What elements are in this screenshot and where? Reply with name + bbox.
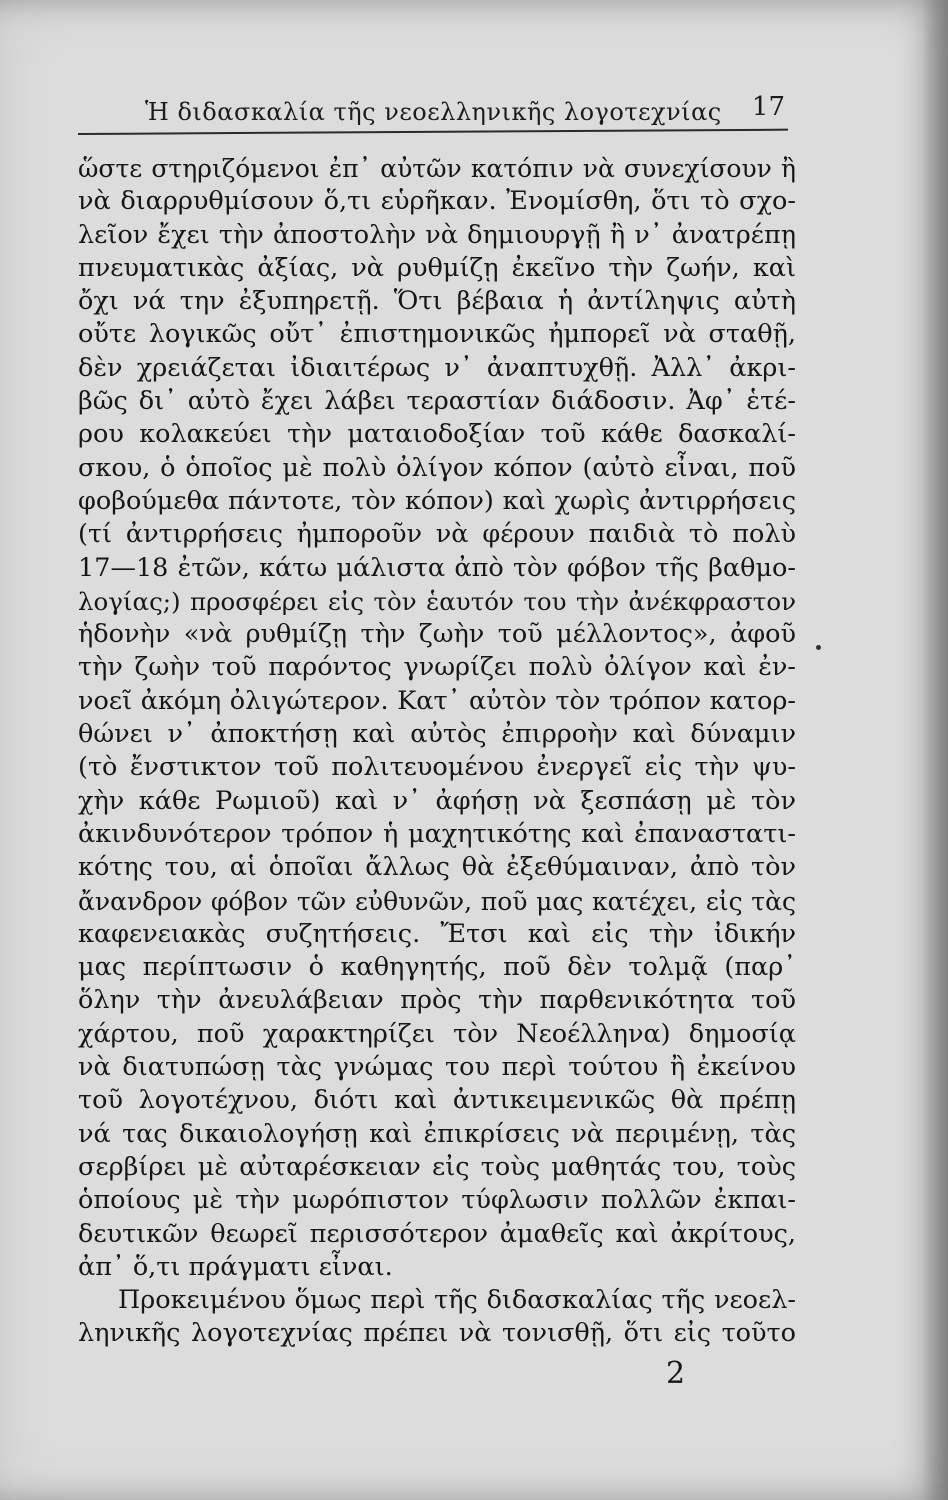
- text-line: δευτικῶν θεωρεῖ περισσότερον ἀμαθεῖς καὶ ἀκρίτους,: [78, 1218, 796, 1249]
- text-line: ὅλην τὴν ἀνευλάβειαν πρὸς τὴν παρθενικότητα τοῦ: [78, 985, 796, 1016]
- text-line: οὔτε λογικῶς οὔτ᾿ ἐπιστημονικῶς ἠμπορεῖ νὰ σταθῇ,: [78, 319, 796, 350]
- text-line: χάρτου, ποῦ χαρακτηρίζει τὸν Νεοέλληνα) δημοσίᾳ: [78, 1018, 796, 1049]
- text-line: δὲν χρειάζεται ἰδιαιτέρως ν᾿ ἀναπτυχθῇ. Ἀλλ᾿ ἀκρι-: [78, 352, 796, 383]
- page-number: 17: [751, 92, 785, 122]
- text-line: χὴν κάθε Ρωμιοῦ) καὶ ν᾿ ἀφήσῃ νὰ ξεσπάσῃ μὲ τὸν: [78, 785, 796, 816]
- text-line: κότης του, αἱ ὁποῖαι ἄλλως θὰ ἐξεθύμαιναν, ἀπὸ τὸν: [78, 852, 796, 883]
- text-line: 17—18 ἐτῶν, κάτω μάλιστα ἀπὸ τὸν φόβον τῆς βαθμο-: [78, 552, 796, 583]
- paragraph-start-line: Προκειμένου ὅμως περὶ τῆς διδασκαλίας τῆς νεοελ-: [118, 1285, 796, 1316]
- text-line: (τί ἀντιρρήσεις ἠμποροῦν νὰ φέρουν παιδιὰ τὸ πολὺ: [78, 519, 796, 550]
- text-line: νὰ διαρρυθμίσουν ὅ,τι εὑρῆκαν. Ἐνομίσθη, ὅτι τὸ σχο-: [78, 186, 796, 217]
- text-line: τὴν ζωὴν τοῦ παρόντος γνωρίζει πολὺ ὀλίγον καὶ ἐν-: [78, 652, 796, 683]
- paragraph-end-line: ἀπ᾿ ὅ,τι πράγματι εἶναι.: [78, 1251, 393, 1282]
- body-text: [78, 152, 796, 1351]
- running-header: [145, 92, 785, 132]
- text-line: βῶς δι᾿ αὐτὸ ἔχει λάβει τεραστίαν διάδοσιν. Ἀφ᾿ ἑτέ-: [78, 386, 796, 417]
- text-line: ἡδονὴν «νὰ ρυθμίζῃ τὴν ζωὴν τοῦ μέλλοντος», ἀφοῦ: [78, 619, 796, 650]
- text-line: ληνικῆς λογοτεχνίας πρέπει νὰ τονισθῇ, ὅτι εἰς τοῦτο: [78, 1318, 796, 1349]
- page-binding-shadow: [922, 0, 948, 1500]
- text-line: τοῦ λογοτέχνου, διότι καὶ ἀντικειμενικῶς θὰ πρέπῃ: [78, 1085, 796, 1116]
- text-line: σκου, ὁ ὁποῖος μὲ πολὺ ὀλίγον κόπον (αὐτὸ εἶναι, ποῦ: [78, 452, 796, 483]
- text-line: νά τας δικαιολογήσῃ καὶ ἐπικρίσεις νὰ περιμένῃ, τὰς: [78, 1118, 796, 1149]
- text-line: ὥστε στηριζόμενοι ἐπ᾿ αὐτῶν κατόπιν νὰ συνεχίσουν ἢ: [78, 154, 796, 183]
- text-line: ὁποίους μὲ τὴν μωρόπιστον τύφλωσιν πολλῶν ἐκπαι-: [78, 1185, 796, 1216]
- text-line: (τὸ ἔνστικτον τοῦ πολιτευομένου ἐνεργεῖ εἰς τὴν ψυ-: [78, 752, 796, 783]
- text-line: νὰ διατυπώσῃ τὰς γνώμας του περὶ τούτου ἢ ἐκείνου: [78, 1052, 796, 1083]
- ink-speck: [816, 645, 821, 650]
- text-line: καφενειακὰς συζητήσεις. Ἔτσι καὶ εἰς τὴν ἰδικήν: [78, 918, 796, 949]
- text-line: λεῖον ἔχει τὴν ἀποστολὴν νὰ δημιουργῇ ἢ ν᾿ ἀνατρέπῃ: [78, 219, 796, 250]
- text-line: ρου κολακεύει τὴν ματαιοδοξίαν τοῦ κάθε δασκαλί-: [78, 419, 796, 450]
- text-line: πνευματικὰς ἀξίας, νὰ ρυθμίζῃ ἐκεῖνο τὴν ζωήν, καὶ: [78, 252, 796, 283]
- running-title: Ἡ διδασκαλία τῆς νεοελληνικῆς λογοτεχνίας: [145, 98, 722, 126]
- text-line: ἄνανδρον φόβον τῶν εὐθυνῶν, ποῦ μας κατέχει, εἰς τὰς: [78, 886, 796, 916]
- signature-mark: 2: [666, 1356, 686, 1391]
- text-line: σερβίρει μὲ αὐταρέσκειαν εἰς τοὺς μαθητάς του, τοὺς: [78, 1151, 796, 1182]
- text-line: θώνει ν᾿ ἀποκτήσῃ καὶ αὐτὸς ἐπιρροὴν καὶ δύναμιν: [78, 719, 796, 750]
- text-line: ὄχι νά την ἐξυπηρετῇ. Ὅτι βέβαια ἡ ἀντίληψις αὐτὴ: [78, 286, 796, 317]
- text-line: λογίας;) προσφέρει εἰς τὸν ἑαυτόν του τὴν ἀνέκφραστον: [78, 586, 796, 616]
- text-line: νοεῖ ἀκόμη ὀλιγώτερον. Κατ᾿ αὐτὸν τὸν τρόπον κατορ-: [78, 685, 796, 716]
- text-line: φοβούμεθα πάντοτε, τὸν κόπον) καὶ χωρὶς ἀντιρρήσεις: [78, 485, 796, 516]
- text-line: μας περίπτωσιν ὁ καθηγητής, ποῦ δὲν τολμᾷ (παρ᾿: [78, 952, 796, 983]
- text-line: ἀκινδυνότερον τρόπον ἡ μαχητικότης καὶ ἐπαναστατι-: [78, 818, 796, 849]
